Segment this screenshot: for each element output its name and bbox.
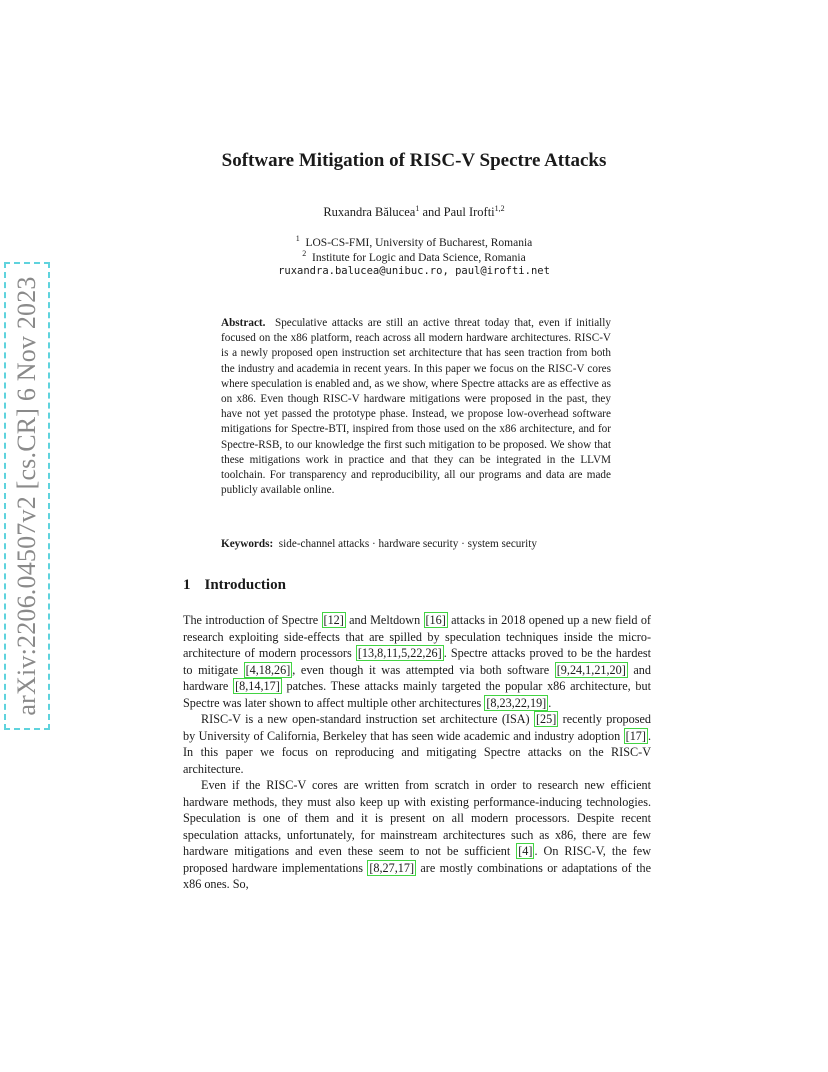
abstract-text: Speculative attacks are still an active threat today that, even if initially focused on the x86 platform, reach across all modern hardware architectures. RISC-V is a newly proposed open instruction set architecture that has seen traction from both the industry and academia in recent years. In this paper we focus on the RISC-V cores where speculation is enabled and, as we show, where Spectre attacks are as effective as on x86. Even though RISC-V hardware mitigations were proposed in the past, they have not yet passed the prototype phase. Instead, we propose low-overhead software mitigations for Spectre-BTI, inspired from those used on the x86 architecture, and for Spectre-RSB, to our knowledge the first such mitigation to be proposed. We show that these mitigations work in practice and that they can be integrated in the LLVM toolchain. For transparency and reproducibility, all our programs and data are made publicly available online. xyxy=(221,317,611,497)
keywords xyxy=(221,538,621,550)
citation-link[interactable]: [25] xyxy=(535,712,557,726)
citation-link[interactable]: [8,27,17] xyxy=(369,860,415,875)
text-run: . On RISC-V, the few proposed hardware implementations xyxy=(183,844,652,875)
paragraph-3 xyxy=(183,777,651,893)
text-run: attacks in 2018 opened up a new field of research exploiting side-effects that are spilled by speculation techniques inside the micro-architecture of modern processors xyxy=(183,613,651,660)
text-run: , even though it was attempted via both software xyxy=(292,662,555,677)
author-1: Ruxandra Bălucea xyxy=(323,205,416,220)
authors-and: and xyxy=(419,205,444,220)
authors xyxy=(0,204,828,220)
affiliation-2 xyxy=(0,249,828,264)
citation-link[interactable]: [16] xyxy=(425,613,446,627)
text-run: The introduction of Spectre xyxy=(183,613,322,627)
arxiv-id: arXiv:2206.04507v2 [cs.CR] 6 Nov 2023 xyxy=(12,276,41,716)
citation-link[interactable]: [4,18,26] xyxy=(245,662,291,677)
text-run: and hardware xyxy=(183,662,651,693)
text-run: . Spectre attacks proved to be the hardest to mitigate xyxy=(183,646,651,677)
abstract xyxy=(221,316,611,498)
citation-link[interactable]: [8,23,22,19] xyxy=(486,695,547,710)
text-run: RISC-V is a new open-standard instruction set architecture (ISA) xyxy=(201,712,534,726)
citation-link[interactable]: [9,24,1,21,20] xyxy=(556,662,626,677)
text-run: are mostly combinations or adaptations of the x86 ones. So, xyxy=(183,860,651,891)
paragraph-2 xyxy=(183,711,651,777)
paper-title: Software Mitigation of RISC-V Spectre Attacks xyxy=(221,150,607,171)
keywords-label: Keywords: xyxy=(221,538,274,550)
paragraph-1 xyxy=(183,612,651,711)
citation-link[interactable]: [8,14,17] xyxy=(235,679,280,693)
section-number: 1 xyxy=(183,577,191,593)
affiliation-1 xyxy=(0,234,828,249)
citation-link[interactable]: [13,8,11,5,22,26] xyxy=(357,646,442,660)
text-run: Even if the RISC-V cores are written from scratch in order to research new efficient hardware methods, they must also keep up with existing performance-inducing technologies. Speculation is one of them and it is present on all modern processors. Despite recent speculation attacks, unfortunately, for mainstream architectures such as x86, there are few hardware mitigations and even these seem to not be sufficient xyxy=(183,778,651,858)
author-2: Paul Irofti xyxy=(443,205,495,220)
affiliation-1-sup: 1 xyxy=(295,234,300,243)
section-heading xyxy=(183,577,286,594)
author-1-sup: 1 xyxy=(415,204,420,213)
affiliation-1-text: LOS-CS-FMI, University of Bucharest, Romania xyxy=(305,236,533,249)
text-run: and Meltdown xyxy=(345,613,424,627)
citation-link[interactable]: [17] xyxy=(625,728,646,743)
section-title: Introduction xyxy=(204,577,286,593)
text-run: patches. These attacks mainly targeted the popular x86 architecture, but Spectre was later shown to affect multiple other architectures xyxy=(183,679,651,710)
author-2-sup: 1,2 xyxy=(494,204,505,213)
citation-link[interactable]: [4] xyxy=(518,844,533,858)
body-text xyxy=(183,612,651,893)
citation-link[interactable]: [12] xyxy=(323,613,344,627)
affiliation-2-text: Institute for Logic and Data Science, Romania xyxy=(312,251,526,264)
author-emails: ruxandra.balucea@unibuc.ro, paul@irofti.net xyxy=(278,265,550,277)
text-run: . xyxy=(548,695,552,710)
arxiv-stamp xyxy=(4,262,50,730)
affiliation-2-sup: 2 xyxy=(302,249,307,258)
text-run: recently proposed by University of California, Berkeley that has seen wide academic and industry adoption xyxy=(183,712,651,743)
text-run: . In this paper we focus on reproducing and mitigating Spectre attacks on the RISC-V architecture. xyxy=(183,728,651,776)
keywords-text: side-channel attacks · hardware security · system security xyxy=(278,538,537,550)
abstract-label: Abstract. xyxy=(221,317,266,329)
